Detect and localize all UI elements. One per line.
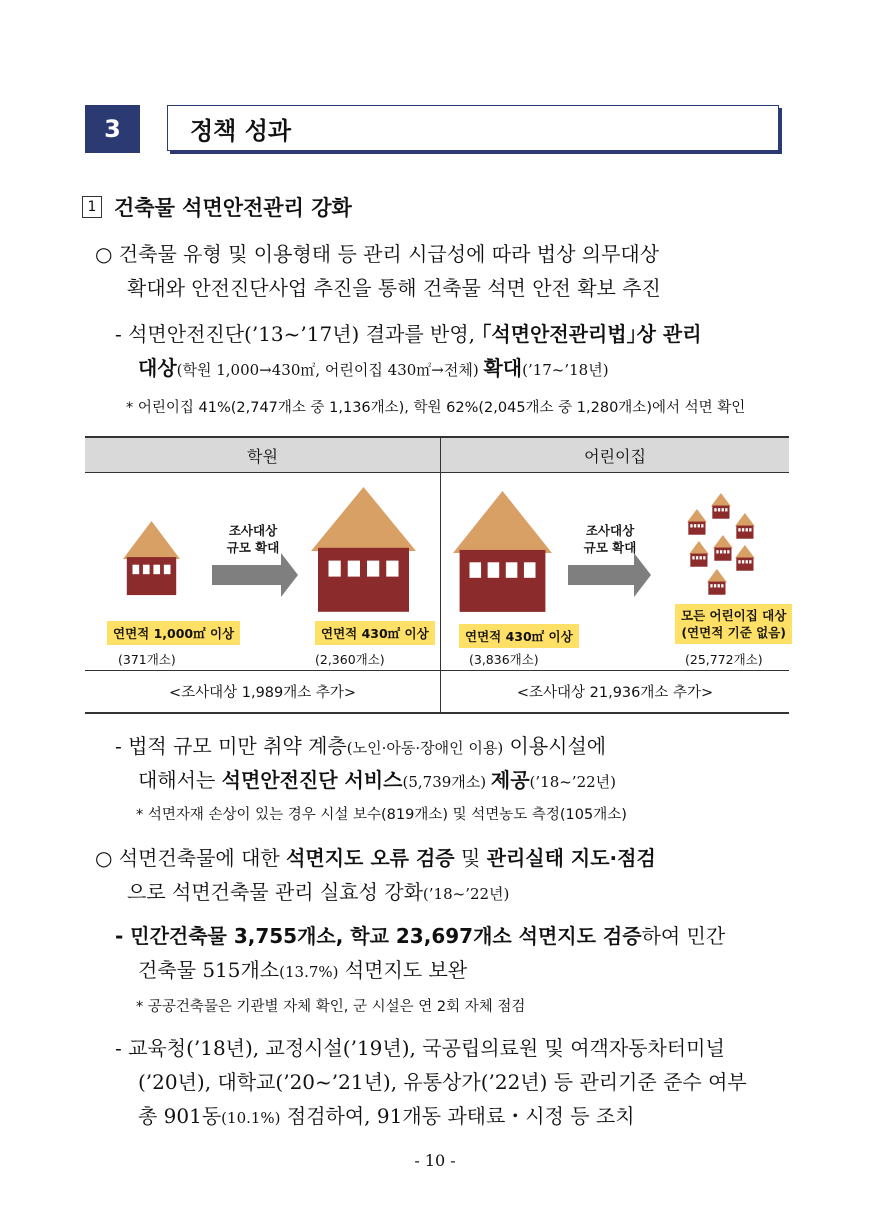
p2-line1 — [95, 846, 656, 870]
house-icon-cluster-5 — [713, 535, 733, 561]
p1-d1-f: (’17~’18년) — [522, 361, 609, 379]
p2-d2-3c: 점검하여, 91개동 과태료・시정 등 조치 — [280, 1104, 635, 1128]
p1-d2-a: - 법적 규모 미만 취약 계층 — [115, 734, 347, 758]
house-icon-cluster-1 — [711, 493, 731, 519]
label-daycare-after — [675, 604, 792, 644]
p2-detail2-line2: (’20년), 대학교(’20~’21년), 유통상가(’22년) 등 관리기준 준수 여부 — [138, 1070, 747, 1094]
p2-b: 석면지도 오류 검증 — [286, 846, 455, 870]
count-academy-after: (2,360개소) — [315, 652, 385, 667]
p1-detail2-line1 — [115, 734, 606, 760]
comparison-figure — [85, 436, 789, 714]
fig-header-daycare: 어린이집 — [441, 438, 789, 473]
label-academy-before: 연면적 1,000㎡ 이상 — [107, 621, 240, 645]
p1-d1-e: 확대 — [483, 356, 523, 380]
p1-d1-b: ｢석면안전관리법｣상 관리 — [481, 322, 702, 346]
p2-f: (’18~’22년) — [422, 885, 510, 903]
section-title — [167, 105, 779, 151]
page-number: - 10 - — [414, 1151, 456, 1170]
p1-d2-h: (’18~’22년) — [529, 773, 617, 791]
arrow-label-right — [575, 522, 645, 556]
p1-d2-e: 석면안전진단 서비스 — [221, 768, 403, 792]
p1-d1-c: 대상 — [138, 356, 177, 380]
arrow-label-left-1: 조사대상 — [228, 523, 278, 538]
p1-line2: 확대와 안전진단사업 추진을 통해 건축물 석면 안전 확보 추진 — [127, 276, 661, 300]
house-icon-academy-large — [311, 487, 416, 612]
fig-header-academy: 학원 — [85, 438, 440, 473]
p1-note: * 어린이집 41%(2,747개소 중 1,136개소), 학원 62%(2,045개소 중 1,280개소)에서 석면 확인 — [126, 400, 746, 416]
p2-detail2-line1: - 교육청(’18년), 교정시설(’19년), 국공립의료원 및 여객자동차터미널 — [115, 1036, 725, 1060]
p2-d1-b: 하여 민간 — [641, 924, 726, 948]
house-icon-academy-small — [123, 521, 180, 595]
count-academy-before: (371개소) — [118, 652, 176, 667]
p2-d1-a: - 민간건축물 3,755개소, 학교 23,697개소 석면지도 검증 — [115, 924, 642, 948]
subsection-heading — [82, 192, 352, 222]
subsection-title: 건축물 석면안전관리 강화 — [114, 196, 352, 220]
p1-detail1-line2 — [138, 356, 609, 382]
count-daycare-after: (25,772개소) — [685, 652, 763, 667]
section-number: 3 — [85, 105, 140, 153]
label-daycare-before: 연면적 430㎡ 이상 — [459, 624, 579, 648]
p2-d2-3a: 총 901동 — [138, 1104, 222, 1128]
p2-a: ○ 석면건축물에 대한 — [95, 846, 287, 870]
house-icon-cluster-6 — [735, 545, 755, 571]
p1-d2-c: 이용시설에 — [503, 734, 607, 758]
p1-d1-a: - 석면안전진단(’13~’17년) 결과를 반영, — [115, 322, 482, 346]
p2-e: 으로 석면건축물 관리 실효성 강화 — [127, 880, 423, 904]
p2-d: 관리실태 지도·점검 — [486, 846, 656, 870]
p2-detail1-line2 — [138, 958, 467, 984]
p1-detail1-line1 — [115, 322, 702, 346]
house-icon-daycare-large — [453, 491, 552, 612]
p2-detail2-line3 — [138, 1104, 635, 1130]
p1-d2-d: 대해서는 — [138, 768, 222, 792]
p2-c: 및 — [454, 846, 487, 870]
p2-d2-3b: (10.1%) — [221, 1109, 281, 1127]
fig-footer-academy: <조사대상 1,989개소 추가> — [168, 685, 357, 701]
arrow-label-right-2: 규모 확대 — [583, 540, 637, 555]
subsection-number: 1 — [82, 196, 102, 218]
label-daycare-after-1: 모든 어린이집 대상 — [681, 608, 787, 623]
p1-d2-b: (노인·아동·장애인 이용) — [346, 739, 504, 757]
arrow-icon-left — [212, 553, 298, 597]
label-academy-after: 연면적 430㎡ 이상 — [315, 621, 435, 645]
p2-detail1-line1 — [115, 924, 725, 948]
house-icon-cluster-7 — [707, 569, 727, 595]
count-daycare-before: (3,836개소) — [469, 652, 539, 667]
p2-d1-c: 건축물 515개소 — [138, 958, 280, 982]
house-icon-cluster-4 — [689, 541, 709, 567]
p2-d1-e: 석면지도 보완 — [338, 958, 468, 982]
arrow-icon-right — [568, 553, 651, 597]
p1-line1: ○ 건축물 유형 및 이용형태 등 관리 시급성에 따라 법상 의무대상 — [95, 242, 660, 266]
p2-line2 — [127, 880, 509, 906]
section-title-text: 정책 성과 — [190, 116, 292, 145]
p2-d1-d: (13.7%) — [279, 963, 339, 981]
fig-footer-daycare: <조사대상 21,936개소 추가> — [516, 685, 714, 701]
label-daycare-after-2: (연면적 기준 없음) — [681, 625, 786, 640]
p1-d2-note: * 석면자재 손상이 있는 경우 시설 보수(819개소) 및 석면농도 측정(105개소) — [136, 807, 627, 823]
house-icon-cluster-2 — [687, 509, 707, 535]
p1-d2-g: 제공 — [490, 768, 530, 792]
p1-detail2-line2 — [138, 768, 616, 794]
p1-d2-f: (5,739개소) — [402, 773, 491, 791]
arrow-label-left — [218, 522, 288, 556]
arrow-label-left-2: 규모 확대 — [226, 540, 280, 555]
p1-d1-d: (학원 1,000→430㎡, 어린이집 430㎡→전체) — [176, 361, 484, 379]
arrow-label-right-1: 조사대상 — [585, 523, 635, 538]
house-icon-cluster-3 — [735, 513, 755, 539]
p2-d1-note: * 공공건축물은 기관별 자체 확인, 군 시설은 연 2회 자체 점검 — [136, 999, 526, 1015]
